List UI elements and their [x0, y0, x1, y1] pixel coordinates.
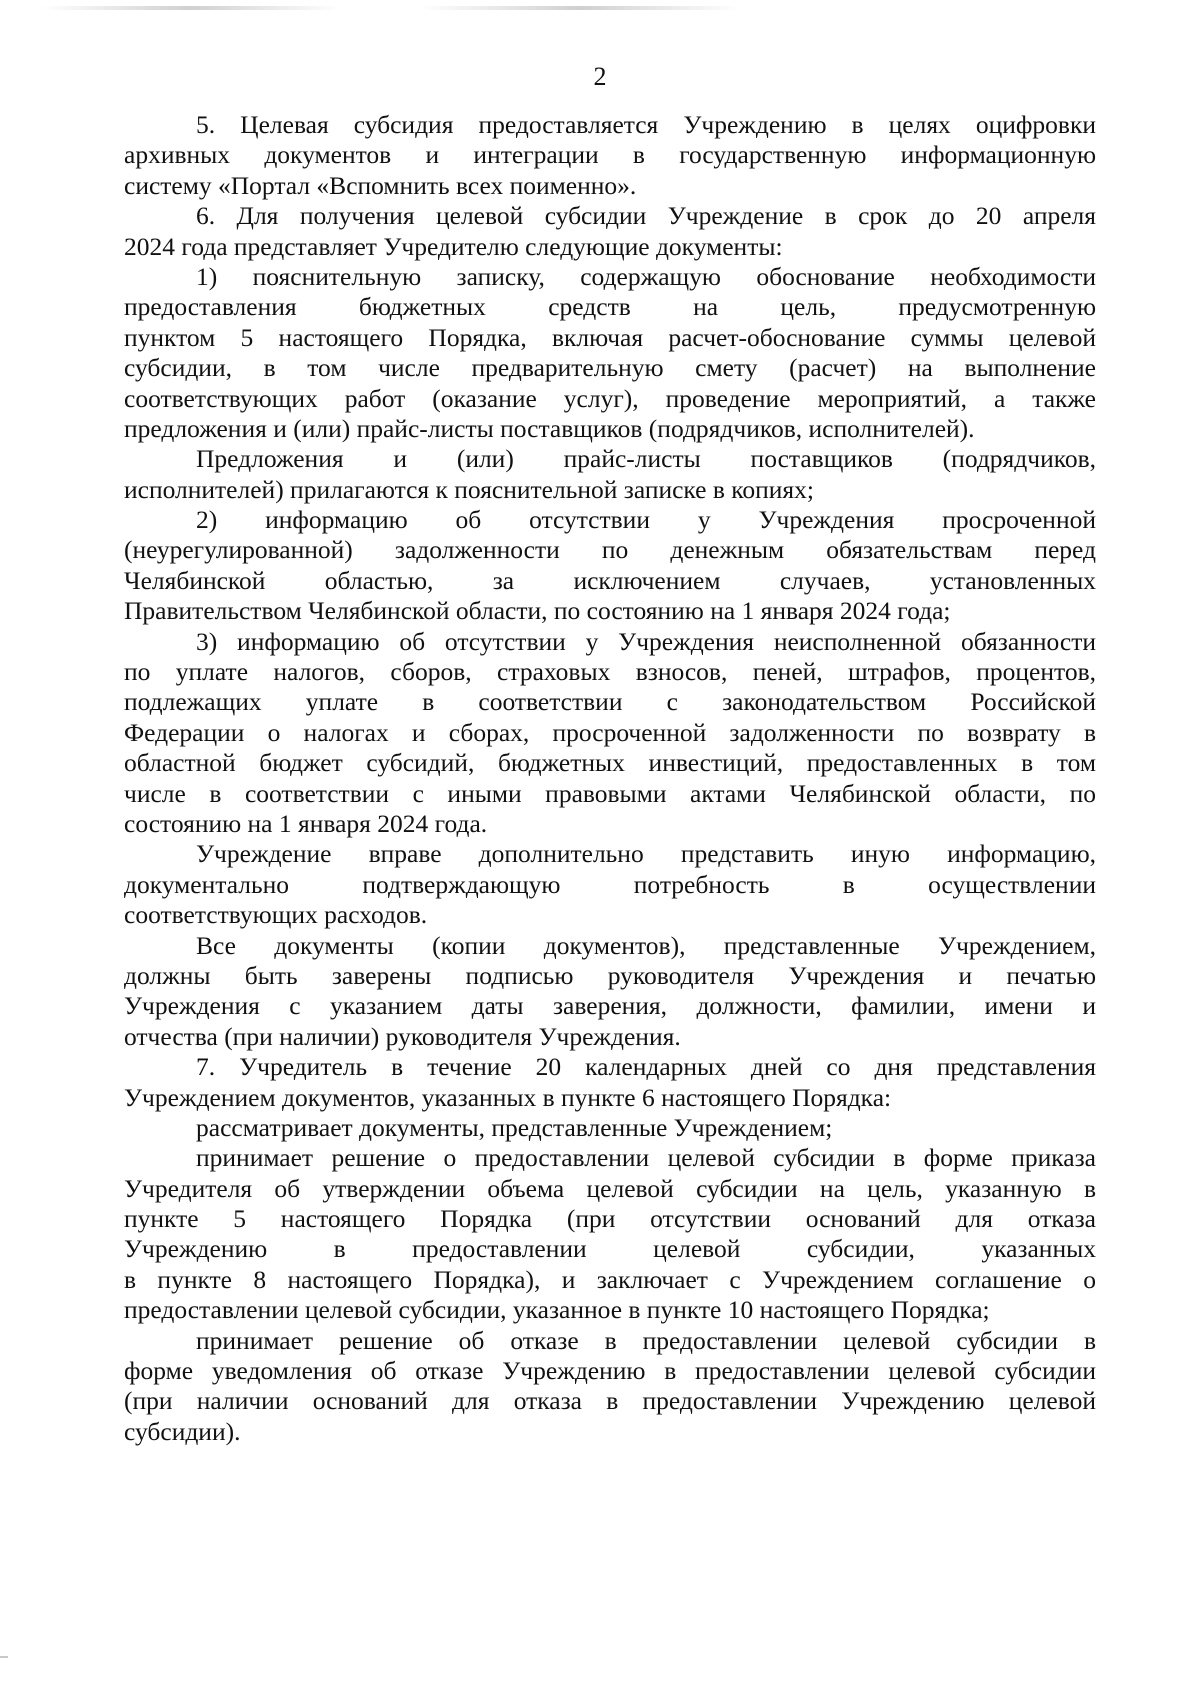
text-line: пункте 5 настоящего Порядка (при отсутствии оснований для отказа — [124, 1204, 1096, 1234]
text-line: соответствующих расходов. — [124, 900, 428, 930]
text-line: предоставлении целевой субсидии, указанное в пункте 10 настоящего Порядка; — [124, 1295, 990, 1325]
text-line: Учреждение вправе дополнительно представить иную информацию, — [196, 839, 1096, 869]
text-line: 3) информацию об отсутствии у Учреждения неисполненной обязанности — [196, 626, 1096, 656]
text-line: 1) пояснительную записку, содержащую обоснование необходимости — [196, 261, 1096, 291]
text-line: исполнителей) прилагаются к пояснительной записке в копиях; — [124, 474, 814, 504]
text-line: (при наличии оснований для отказа в предоставлении Учреждению целевой — [124, 1386, 1096, 1416]
text-line: Правительством Челябинской области, по состоянию на 1 января 2024 года; — [124, 596, 951, 626]
text-line: 7. Учредитель в течение 20 календарных дней со дня представления — [196, 1052, 1096, 1082]
text-line: числе в соответствии с иными правовыми актами Челябинской области, по — [124, 778, 1096, 808]
text-line: систему «Портал «Вспомнить всех поименно». — [124, 170, 637, 200]
text-line: принимает решение об отказе в предоставлении целевой субсидии в — [196, 1325, 1096, 1355]
text-line: Предложения и (или) прайс-листы поставщиков (подрядчиков, — [196, 444, 1096, 474]
text-line: (неурегулированной) задолженности по денежным обязательствам перед — [124, 535, 1096, 565]
text-line: принимает решение о предоставлении целевой субсидии в форме приказа — [196, 1143, 1096, 1173]
text-line: документально подтверждающую потребность в осуществлении — [124, 869, 1096, 899]
scan-artifact-edge — [0, 1656, 8, 1658]
text-line: состоянию на 1 января 2024 года. — [124, 808, 488, 838]
text-line: отчества (при наличии) руководителя Учреждения. — [124, 1021, 681, 1051]
text-line: субсидии, в том числе предварительную смету (расчет) на выполнение — [124, 353, 1096, 383]
text-line: Учредителя об утверждении объема целевой субсидии на цель, указанную в — [124, 1173, 1096, 1203]
text-line: 2) информацию об отсутствии у Учреждения просроченной — [196, 505, 1096, 535]
text-line: Учреждением документов, указанных в пункте 6 настоящего Порядка: — [124, 1082, 892, 1112]
text-line: Учреждения с указанием даты заверения, должности, фамилии, имени и — [124, 991, 1096, 1021]
text-line: подлежащих уплате в соответствии с законодательством Российской — [124, 687, 1096, 717]
text-line: 2024 года представляет Учредителю следующие документы: — [124, 231, 783, 261]
text-line: по уплате налогов, сборов, страховых взносов, пеней, штрафов, процентов, — [124, 657, 1096, 687]
text-line: предоставления бюджетных средств на цель, предусмотренную — [124, 292, 1096, 322]
text-line: Челябинской областью, за исключением случаев, установленных — [124, 565, 1096, 595]
text-line: должны быть заверены подписью руководителя Учреждения и печатью — [124, 960, 1096, 990]
text-line: соответствующих работ (оказание услуг), проведение мероприятий, а также — [124, 383, 1096, 413]
text-line: пунктом 5 настоящего Порядка, включая расчет-обоснование суммы целевой — [124, 322, 1096, 352]
text-line: рассматривает документы, представленные Учреждением; — [196, 1112, 833, 1142]
text-line: форме уведомления об отказе Учреждению в предоставлении целевой субсидии — [124, 1356, 1096, 1386]
text-line: архивных документов и интеграции в государственную информационную — [124, 140, 1096, 170]
text-line: субсидии). — [124, 1416, 241, 1446]
scan-artifact-top-left — [40, 6, 340, 10]
text-line: Учреждению в предоставлении целевой субсидии, указанных — [124, 1234, 1096, 1264]
text-line: в пункте 8 настоящего Порядка), и заключает с Учреждением соглашение о — [124, 1264, 1096, 1294]
text-line: Все документы (копии документов), представленные Учреждением, — [196, 930, 1096, 960]
text-line: предложения и (или) прайс-листы поставщиков (подрядчиков, исполнителей). — [124, 413, 975, 443]
text-line: 5. Целевая субсидия предоставляется Учреждению в целях оцифровки — [196, 110, 1096, 139]
text-line: областной бюджет субсидий, бюджетных инвестиций, предоставленных в том — [124, 748, 1096, 778]
scan-artifact-top-center — [420, 6, 740, 10]
page-number: 2 — [593, 62, 607, 91]
document-body — [124, 110, 1096, 1447]
text-line: 6. Для получения целевой субсидии Учреждение в срок до 20 апреля — [196, 201, 1096, 231]
text-line: Федерации о налогах и сборах, просроченной задолженности по возврату в — [124, 717, 1096, 747]
